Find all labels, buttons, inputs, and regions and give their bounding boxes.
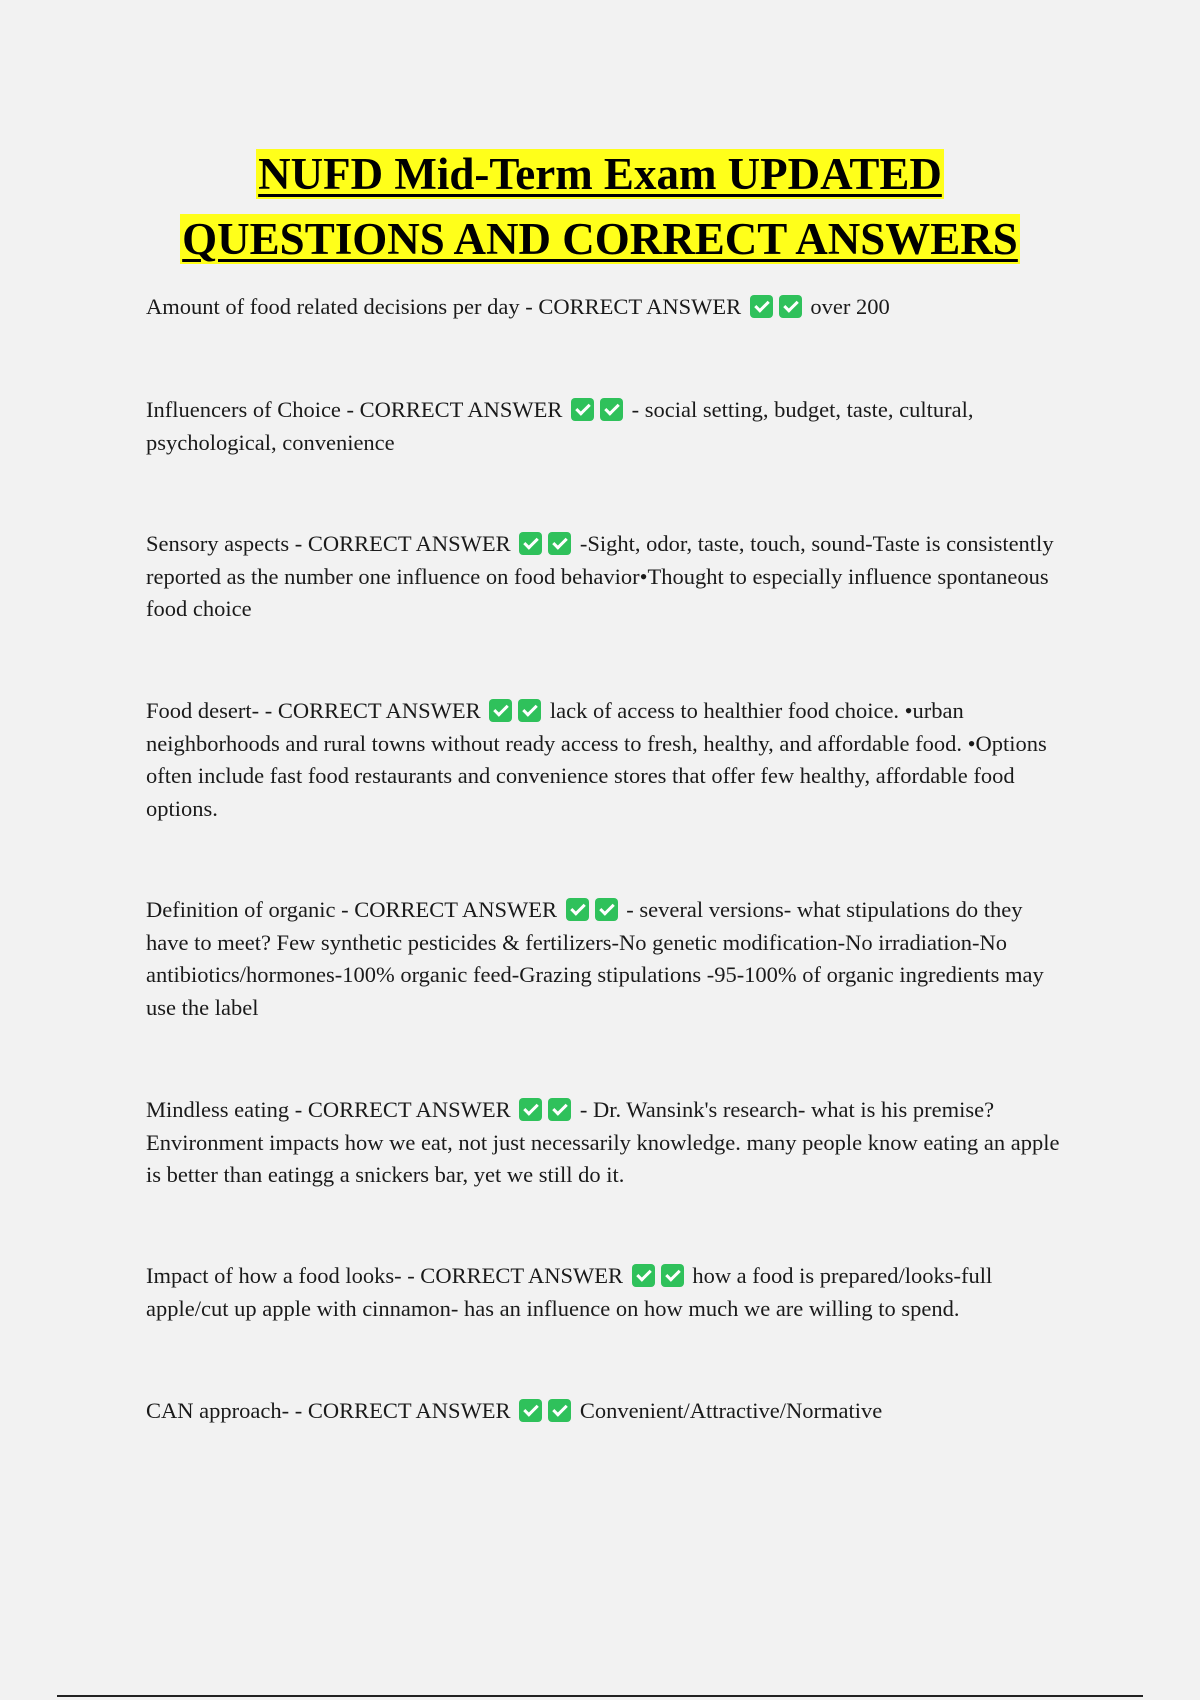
checkmark-icon: [518, 699, 541, 722]
question-text: Mindless eating - CORRECT ANSWER: [146, 1097, 511, 1122]
qa-entry-can-approach: [146, 1395, 1061, 1428]
answer-text: -Sight, odor, taste, touch, sound-Taste is consistently reported as the number one influence on food behavior•Thought to especially influence spontaneous food choice: [146, 531, 1054, 621]
answer-text: how a food is prepared/looks-full apple/cut up apple with cinnamon- has an influence on how much we are willing to spend.: [146, 1263, 993, 1321]
question-text: CAN approach- - CORRECT ANSWER: [146, 1398, 511, 1423]
checkmark-icon: [519, 532, 542, 555]
answer-text: Convenient/Attractive/Normative: [579, 1398, 883, 1423]
checkmark-icon: [632, 1264, 655, 1287]
question-text: Amount of food related decisions per day - CORRECT ANSWER: [146, 294, 742, 319]
checkmark-icon: [519, 1399, 542, 1422]
qa-entry-sensory: [146, 528, 1061, 626]
checkmark-icon: [566, 898, 589, 921]
page-bottom-rule: [57, 1695, 1143, 1697]
question-text: Sensory aspects - CORRECT ANSWER: [146, 531, 511, 556]
page-title: [0, 142, 1200, 272]
answer-text: - Dr. Wansink's research- what is his premise? Environment impacts how we eat, not just necessarily knowledge. many people know eating an apple is better than eatingg a snickers bar, yet we still do it.: [146, 1097, 1060, 1187]
qa-entry-organic: [146, 894, 1061, 1024]
answer-text: over 200: [810, 294, 890, 319]
answer-text: - several versions- what stipulations do they have to meet? Few synthetic pesticides & fertilizers-No genetic modification-No irradiation-No antibiotics/hormones-100% organic feed-Grazing stipulations -95-100% of organic ingredients may use the label: [146, 897, 1044, 1020]
checkmark-icon: [548, 532, 571, 555]
checkmark-icon: [548, 1399, 571, 1422]
question-text: Food desert- - CORRECT ANSWER: [146, 698, 481, 723]
checkmark-icon: [600, 398, 623, 421]
qa-entry-decisions: [146, 291, 1061, 324]
qa-entry-food-desert: [146, 695, 1061, 825]
title-line-2: QUESTIONS AND CORRECT ANSWERS: [182, 214, 1018, 264]
qa-entry-mindless-eating: [146, 1094, 1061, 1192]
question-text: Definition of organic - CORRECT ANSWER: [146, 897, 558, 922]
checkmark-icon: [750, 295, 773, 318]
checkmark-icon: [779, 295, 802, 318]
question-text: Impact of how a food looks- - CORRECT ANSWER: [146, 1263, 624, 1288]
qa-entry-influencers: [146, 394, 1061, 459]
checkmark-icon: [519, 1098, 542, 1121]
checkmark-icon: [548, 1098, 571, 1121]
checkmark-icon: [571, 398, 594, 421]
title-line-1: NUFD Mid-Term Exam UPDATED: [258, 149, 942, 199]
qa-entry-food-looks: [146, 1260, 1061, 1325]
checkmark-icon: [489, 699, 512, 722]
question-text: Influencers of Choice - CORRECT ANSWER: [146, 397, 563, 422]
checkmark-icon: [595, 898, 618, 921]
answer-text: - social setting, budget, taste, cultural, psychological, convenience: [146, 397, 974, 455]
answer-text: lack of access to healthier food choice. •urban neighborhoods and rural towns without ready access to fresh, healthy, and affordable food. •Options often include fast food restaurants and convenience stores that offer few healthy, affordable food options.: [146, 698, 1047, 821]
checkmark-icon: [661, 1264, 684, 1287]
